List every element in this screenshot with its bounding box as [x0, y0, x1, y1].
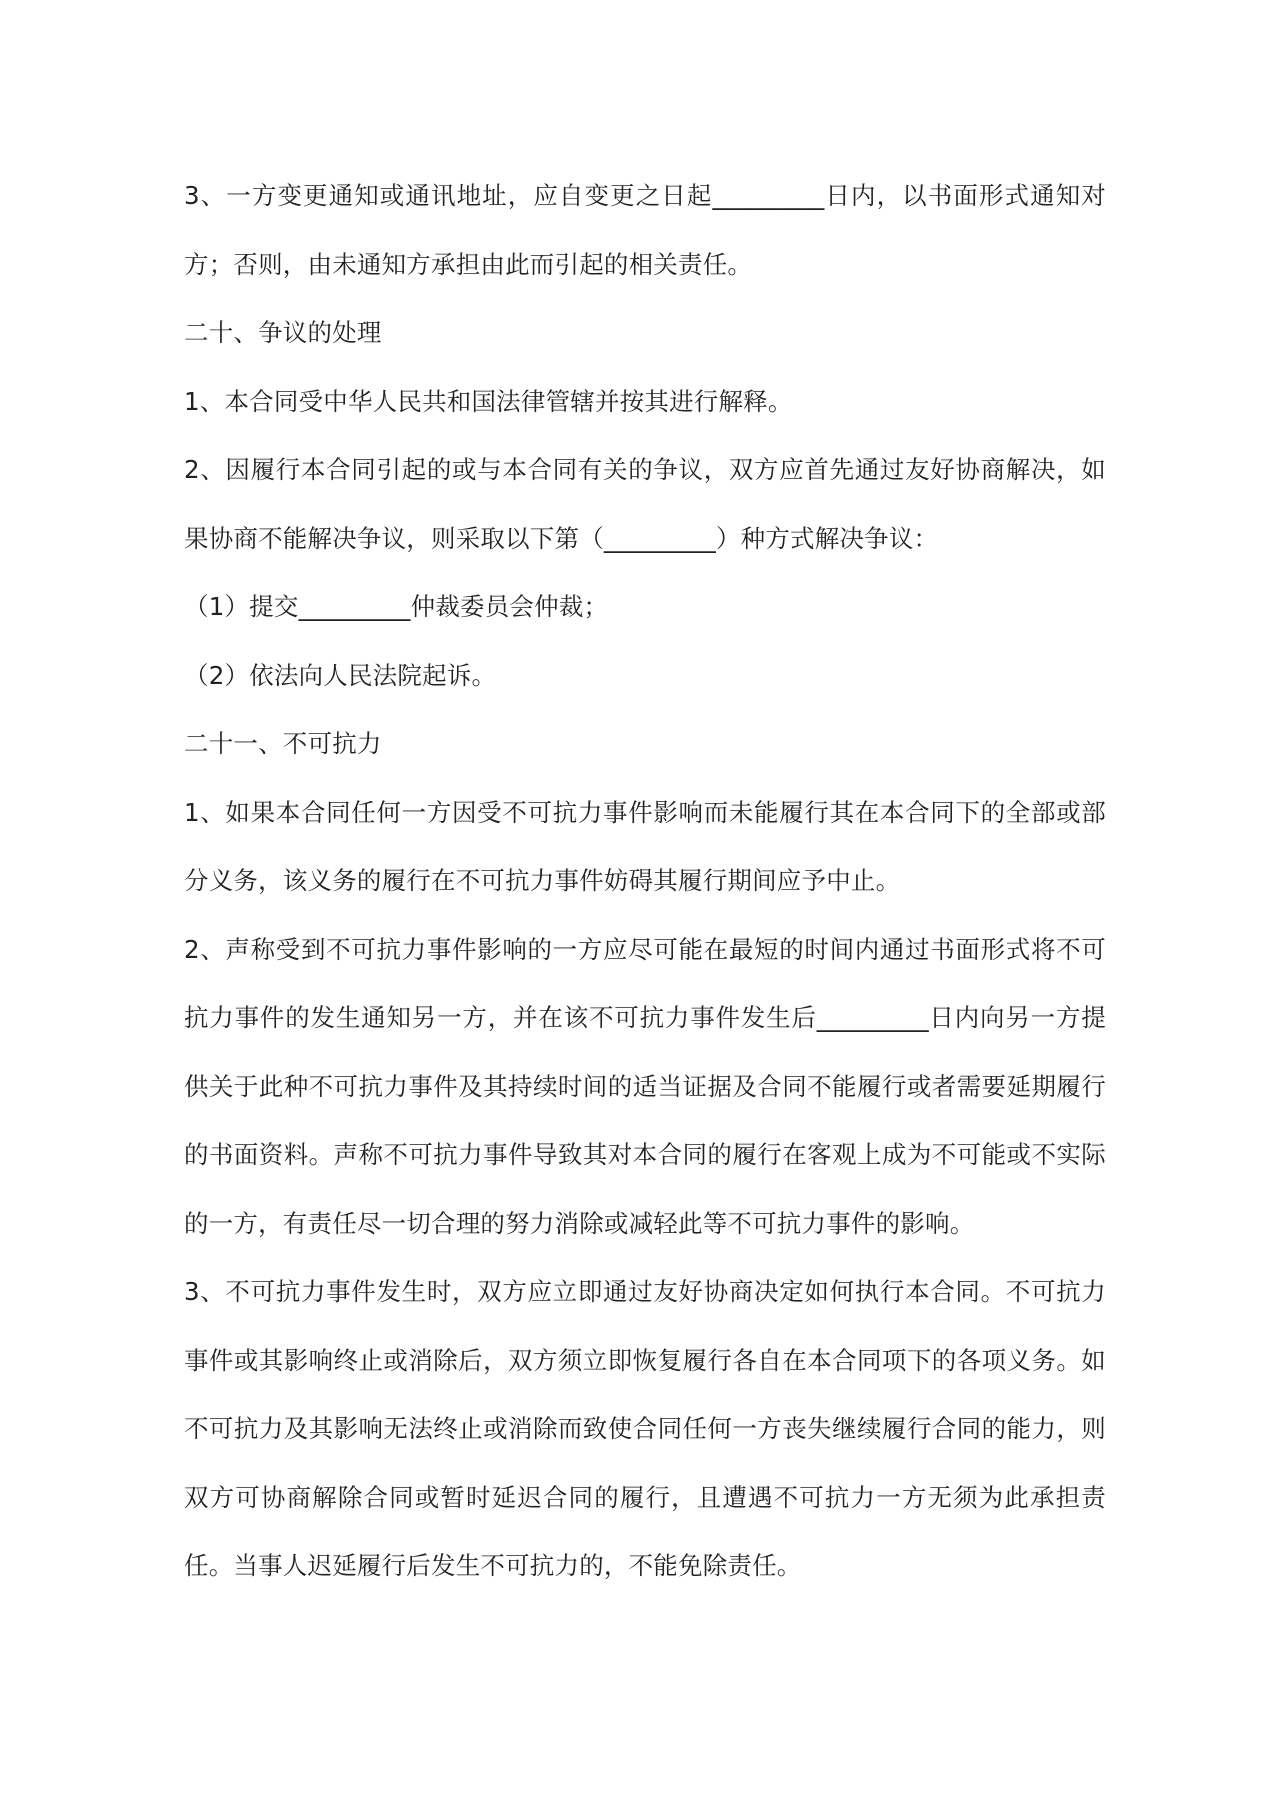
document-body	[184, 162, 1106, 1601]
clause-2-dispute-resolution: 2、因履行本合同引起的或与本合同有关的争议，双方应首先通过友好协商解决，如果协商不能解决争议，则采取以下第（_________）种方式解决争议：	[184, 455, 1106, 553]
option-2-litigation: （2）依法向人民法院起诉。	[184, 660, 497, 690]
clause-3-address-change: 3、一方变更通知或通讯地址，应自变更之日起_________日内，以书面形式通知对方；否则，由未通知方承担由此而引起的相关责任。	[184, 181, 1106, 279]
clause-1-governing-law: 1、本合同受中华人民共和国法律管辖并按其进行解释。	[184, 386, 793, 416]
section-heading-dispute: 二十、争议的处理	[184, 318, 382, 347]
clause-3-consultation: 3、不可抗力事件发生时，双方应立即通过友好协商决定如何执行本合同。不可抗力事件或其影响终止或消除后，双方须立即恢复履行各自在本合同项下的各项义务。如不可抗力及其影响无法终止或消除而致使合同任何一方丧失继续履行合同的能力，则双方可协商解除合同或暂时延迟合同的履行，且遭遇不可抗力一方无须为此承担责任。当事人迟延履行后发生不可抗力的，不能免除责任。	[184, 1277, 1106, 1580]
clause-1-suspension: 1、如果本合同任何一方因受不可抗力事件影响而未能履行其在本合同下的全部或部分义务，该义务的履行在不可抗力事件妨碍其履行期间应予中止。	[184, 797, 1106, 895]
clause-2-notification: 2、声称受到不可抗力事件影响的一方应尽可能在最短的时间内通过书面形式将不可抗力事件的发生通知另一方，并在该不可抗力事件发生后_________日内向另一方提供关于此种不可抗力事件及其持续时间的适当证据及合同不能履行或者需要延期履行的书面资料。声称不可抗力事件导致其对本合同的履行在客观上成为不可能或不实际的一方，有责任尽一切合理的努力消除或减轻此等不可抗力事件的影响。	[184, 934, 1106, 1238]
option-1-arbitration: （1）提交_________仲裁委员会仲裁；	[184, 592, 609, 621]
section-heading-force-majeure: 二十一、不可抗力	[184, 729, 382, 758]
